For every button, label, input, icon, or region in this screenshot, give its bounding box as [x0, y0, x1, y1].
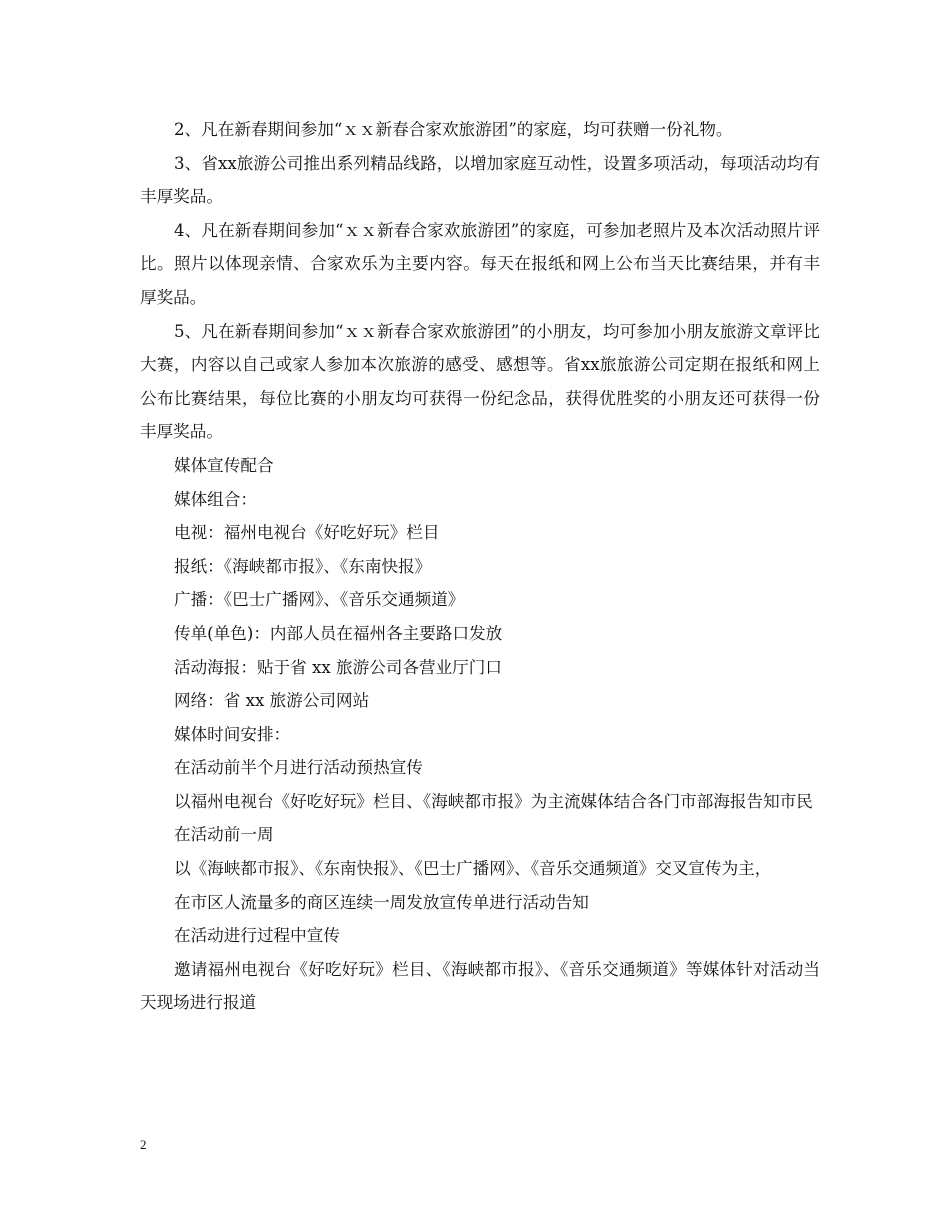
- page-number: 2: [140, 1137, 147, 1152]
- media-poster: 活动海报：贴于省 xx 旅游公司各营业厅门口: [174, 657, 502, 677]
- heading-media-mix: 媒体组合：: [174, 489, 257, 509]
- paragraph-gift: 2、凡在新春期间参加“ｘｘ新春合家欢旅游团”的家庭，均可获赠一份礼物。: [174, 120, 733, 139]
- schedule-during-event: 在活动进行过程中宣传: [174, 926, 340, 946]
- paragraph-essay-contest: 5、凡在新春期间参加“ｘｘ新春合家欢旅游团”的小朋友，均可参加小朋友旅游文章评比大赛，内容以自己或家人参加本次旅游的感受、感想等。省xx旅旅游公司定期在报纸和网上公布比赛结果，每位比赛的小朋友均可获得一份纪念品，获得优胜奖的小朋友还可获得一份丰厚奖品。: [140, 321, 820, 442]
- schedule-half-month-detail: 以福州电视台《好吃好玩》栏目、《海峡都市报》为主流媒体结合各门市部海报告知市民: [174, 791, 813, 811]
- media-radio: 广播：《巴士广播网》、《音乐交通频道》: [174, 590, 465, 610]
- schedule-half-month: 在活动前半个月进行活动预热宣传: [174, 758, 423, 778]
- media-website: 网络：省 xx 旅游公司网站: [174, 691, 370, 711]
- schedule-one-week-detail: 以《海峡都市报》、《东南快报》、《巴士广播网》、《音乐交通频道》交叉宣传为主，: [174, 859, 772, 879]
- media-flyer: 传单(单色)：内部人员在福州各主要路口发放: [174, 623, 503, 643]
- media-newspaper: 报纸：《海峡都市报》、《东南快报》: [174, 556, 432, 576]
- schedule-one-week: 在活动前一周: [174, 825, 274, 845]
- schedule-flyer-distribution: 在市区人流量多的商区连续一周发放宣传单进行活动告知: [174, 892, 589, 912]
- heading-media-schedule: 媒体时间安排：: [174, 724, 291, 744]
- paragraph-routes: 3、省xx旅游公司推出系列精品线路，以增加家庭互动性，设置多项活动，每项活动均有丰厚奖品。: [140, 153, 820, 207]
- schedule-during-event-detail: 邀请福州电视台《好吃好玩》栏目、《海峡都市报》、《音乐交通频道》等媒体针对活动当天现场进行报道: [140, 959, 820, 1013]
- document-body: [140, 113, 820, 1020]
- media-tv: 电视：福州电视台《好吃好玩》栏目: [174, 523, 440, 543]
- paragraph-photo-contest: 4、凡在新春期间参加“ｘｘ新春合家欢旅游团”的家庭，可参加老照片及本次活动照片评比。照片以体现亲情、合家欢乐为主要内容。每天在报纸和网上公布当天比赛结果，并有丰厚奖品。: [140, 220, 820, 307]
- heading-media-promotion: 媒体宣传配合: [174, 455, 274, 475]
